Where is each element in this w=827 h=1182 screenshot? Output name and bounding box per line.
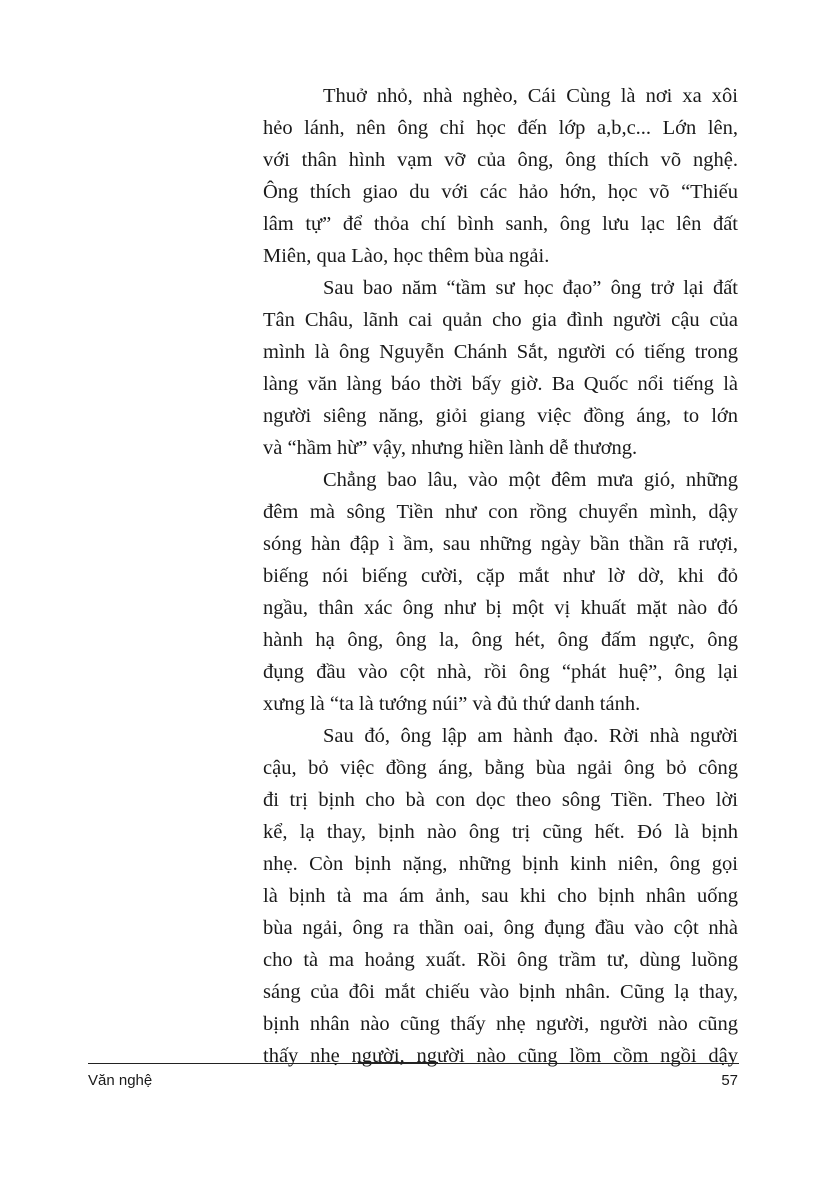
text-line: là bịnh tà ma ám ảnh, sau khi cho bịnh nhân uống: [263, 885, 738, 907]
text-line: người siêng năng, giỏi giang việc đồng áng, to lớn: [263, 405, 738, 427]
text-line: làng văn làng báo thời bấy giờ. Ba Quốc nổi tiếng là: [263, 373, 738, 395]
footer-publication: Văn nghệ: [88, 1072, 153, 1089]
text-line: nhẹ. Còn bịnh nặng, những bịnh kinh niên, ông gọi: [263, 853, 738, 875]
text-line: thấy nhẹ người, người nào cũng lồm cồm ngồi dậy: [263, 1045, 738, 1067]
text-line: Ông thích giao du với các hảo hớn, học võ “Thiếu: [263, 181, 738, 203]
text-line: đêm mà sông Tiền như con rồng chuyển mình, dậy: [263, 501, 738, 523]
text-line: đi trị bịnh cho bà con dọc theo sông Tiền. Theo lời: [263, 789, 738, 811]
text-line: biếng nói biếng cười, cặp mắt như lờ dờ, khi đỏ: [263, 565, 738, 587]
text-line: sáng của đôi mắt chiếu vào bịnh nhân. Cũng lạ thay,: [263, 981, 738, 1003]
text-line: Tân Châu, lãnh cai quản cho gia đình người cậu của: [263, 309, 738, 331]
page-number: 57: [721, 1072, 738, 1089]
text-line: lâm tự” để thỏa chí bình sanh, ông lưu lạc lên đất: [263, 213, 738, 235]
text-line: mình là ông Nguyễn Chánh Sắt, người có tiếng trong: [263, 341, 738, 363]
paragraph: [263, 80, 738, 272]
text-line: Thuở nhỏ, nhà nghèo, Cái Cùng là nơi xa xôi: [323, 85, 738, 107]
text-line: sóng hàn đập ì ầm, sau những ngày bần thần rã rượi,: [263, 533, 738, 555]
paragraph: [263, 720, 738, 1072]
text-line: Sau bao năm “tầm sư học đạo” ông trở lại đất: [323, 277, 738, 299]
text-line: đụng đầu vào cột nhà, rồi ông “phát huệ”, ông lại: [263, 661, 738, 683]
text-line: bịnh nhân nào cũng thấy nhẹ người, người nào cũng: [263, 1013, 738, 1035]
text-line: với thân hình vạm vỡ của ông, ông thích võ nghệ.: [263, 149, 738, 171]
body-text: [263, 80, 738, 1072]
text-line: Chẳng bao lâu, vào một đêm mưa gió, những: [323, 469, 738, 491]
paragraph: [263, 464, 738, 720]
text-line: hẻo lánh, nên ông chỉ học đến lớp a,b,c... Lớn lên,: [263, 117, 738, 139]
text-line: Sau đó, ông lập am hành đạo. Rời nhà người: [323, 725, 738, 747]
text-line: hành hạ ông, ông la, ông hét, ông đấm ngực, ông: [263, 629, 738, 651]
footer-rule-accent: [358, 1062, 438, 1064]
text-line: bùa ngải, ông ra thần oai, ông đụng đầu vào cột nhà: [263, 917, 738, 939]
text-line: Miên, qua Lào, học thêm bùa ngải.: [263, 245, 550, 267]
text-line: ngầu, thân xác ông như bị một vị khuất mặt nào đó: [263, 597, 738, 619]
text-line: cậu, bỏ việc đồng áng, bằng bùa ngải ông bỏ công: [263, 757, 738, 779]
paragraph: [263, 272, 738, 464]
text-line: và “hầm hừ” vậy, nhưng hiền lành dễ thương.: [263, 437, 638, 459]
text-line: xưng là “ta là tướng núi” và đủ thứ danh tánh.: [263, 693, 641, 715]
text-line: kể, lạ thay, bịnh nào ông trị cũng hết. Đó là bịnh: [263, 821, 738, 843]
text-line: cho tà ma hoảng xuất. Rồi ông trầm tư, dùng luồng: [263, 949, 738, 971]
